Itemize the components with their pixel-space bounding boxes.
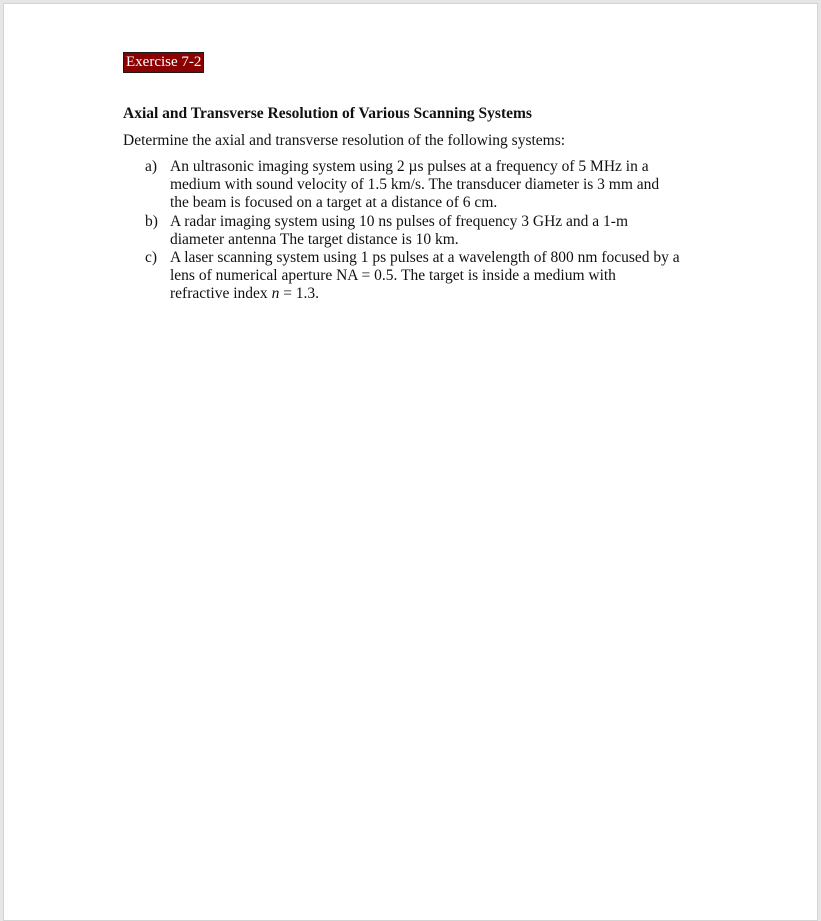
list-marker: c) <box>145 249 158 267</box>
item-text-segment: refractive index <box>170 285 272 303</box>
exercise-intro: Determine the axial and transverse resolution of the following systems: <box>123 132 566 149</box>
problem-list <box>145 158 715 304</box>
list-marker: b) <box>145 212 158 230</box>
list-item <box>145 249 715 304</box>
exercise-title: Axial and Transverse Resolution of Various Scanning Systems <box>123 105 532 122</box>
item-text-line: the beam is focused on a target at a distance of 6 cm. <box>170 194 498 212</box>
item-text-line: A laser scanning system using 1 ps pulses at a wavelength of 800 nm focused by a <box>170 249 680 267</box>
item-text-line: medium with sound velocity of 1.5 km/s. The transducer diameter is 3 mm and <box>170 176 660 194</box>
variable-symbol: n <box>271 285 280 303</box>
item-text-line: A radar imaging system using 10 ns pulses of frequency 3 GHz and a 1-m <box>170 212 629 230</box>
item-text-line: lens of numerical aperture NA = 0.5. The target is inside a medium with <box>170 267 616 285</box>
item-text-line <box>170 285 715 303</box>
list-item <box>145 213 715 249</box>
list-marker: a) <box>145 158 158 175</box>
item-text-line: diameter antenna The target distance is 10 km. <box>170 230 459 248</box>
document-page <box>3 3 818 921</box>
item-text-line: An ultrasonic imaging system using 2 µs pulses at a frequency of 5 MHz in a <box>170 158 649 175</box>
list-item <box>145 158 715 213</box>
item-text-segment: = 1.3. <box>279 285 320 303</box>
exercise-label: Exercise 7-2 <box>123 52 204 73</box>
